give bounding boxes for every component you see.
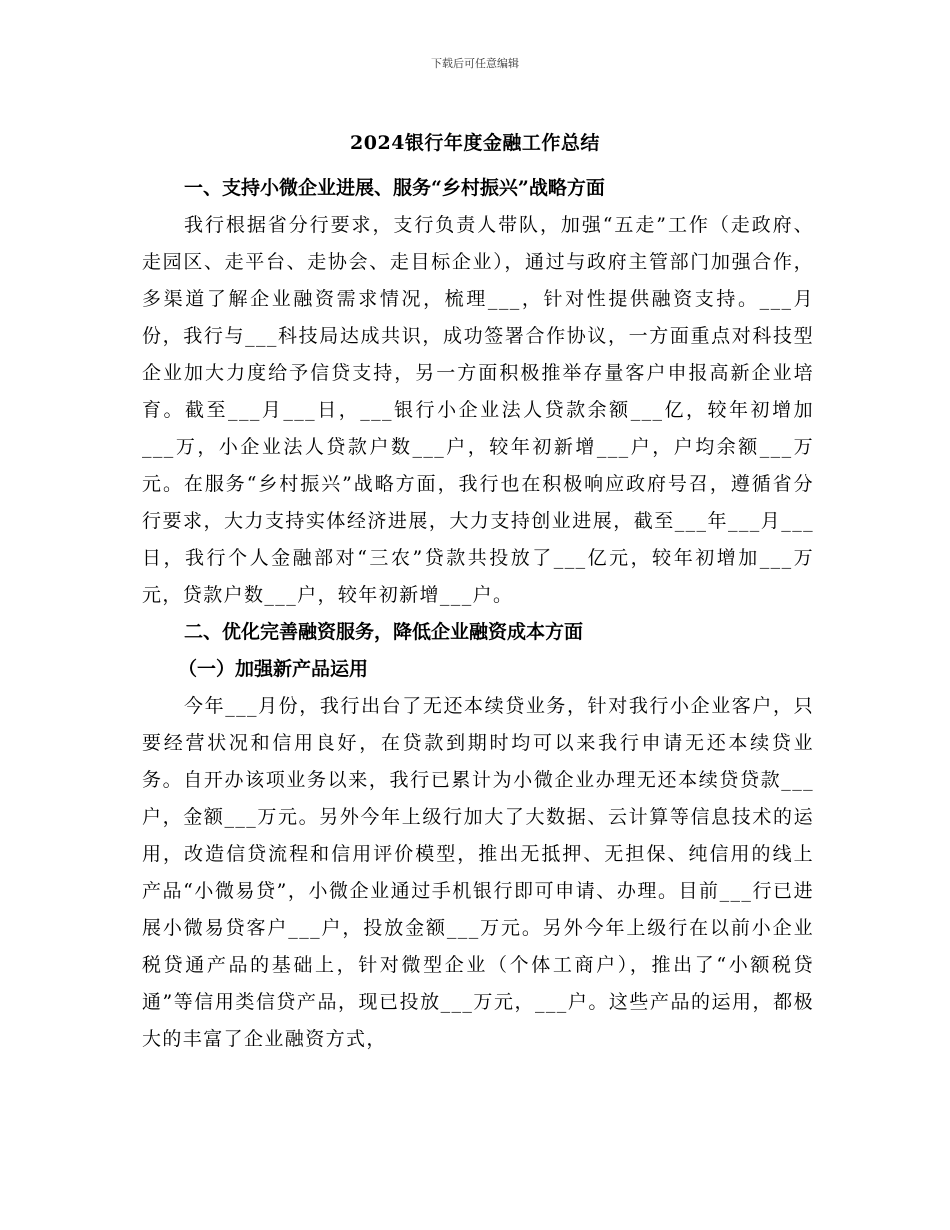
section-2-subheading: （一）加强新产品运用 bbox=[178, 658, 369, 680]
header-note: 下载后可任意编辑 bbox=[431, 57, 519, 70]
section-2-paragraph: 今年___月份，我行出台了无还本续贷业务，针对我行小企业客户，只要经营状况和信用良好，在贷款到期时均可以来我行申请无还本续贷业务。自开办该项业务以来，我行已累计为小微企业办理无还本续贷贷款___户，金额___万元。另外今年上级行加大了大数据、云计算等信息技术的运用，改造信贷流程和信用评价模型，推出无抵押、无担保、纯信用的线上产品“小微易贷”，小微企业通过手机银行即可申请、办理。目前___行已进展小微易贷客户___户，投放金额___万元。另外今年上级行在以前小企业税贷通产品的基础上，针对微型企业（个体工商户），推出了“小额税贷通”等信用类信贷产品，现已投放___万元，___户。这些产品的运用，都极大的丰富了企业融资方式， bbox=[142, 695, 814, 1050]
section-1-paragraph: 我行根据省分行要求，支行负责人带队，加强“五走”工作（走政府、走园区、走平台、走协会、走目标企业），通过与政府主管部门加强合作，多渠道了解企业融资需求情况，梳理___，针对性提供融资支持。___月份，我行与___科技局达成共识，成功签署合作协议，一方面重点对科技型企业加大力度给予信贷支持，另一方面积极推举存量客户申报高新企业培育。截至___月___日，___银行小企业法人贷款余额___亿，较年初增加___万，小企业法人贷款户数___户，较年初新增___户，户均余额___万元。在服务“乡村振兴”战略方面，我行也在积极响应政府号召，遵循省分行要求，大力支持实体经济进展，大力支持创业进展，截至___年___月___日，我行个人金融部对“三农”贷款共投放了___亿元，较年初增加___万元，贷款户数___户，较年初新增___户。 bbox=[142, 214, 814, 606]
section-2-heading: 二、优化完善融资服务，降低企业融资成本方面 bbox=[184, 621, 584, 643]
section-1-heading: 一、支持小微企业进展、服务“乡村振兴”战略方面 bbox=[184, 177, 605, 199]
document-body bbox=[142, 170, 814, 1058]
document-title: 2024银行年度金融工作总结 bbox=[350, 132, 600, 154]
